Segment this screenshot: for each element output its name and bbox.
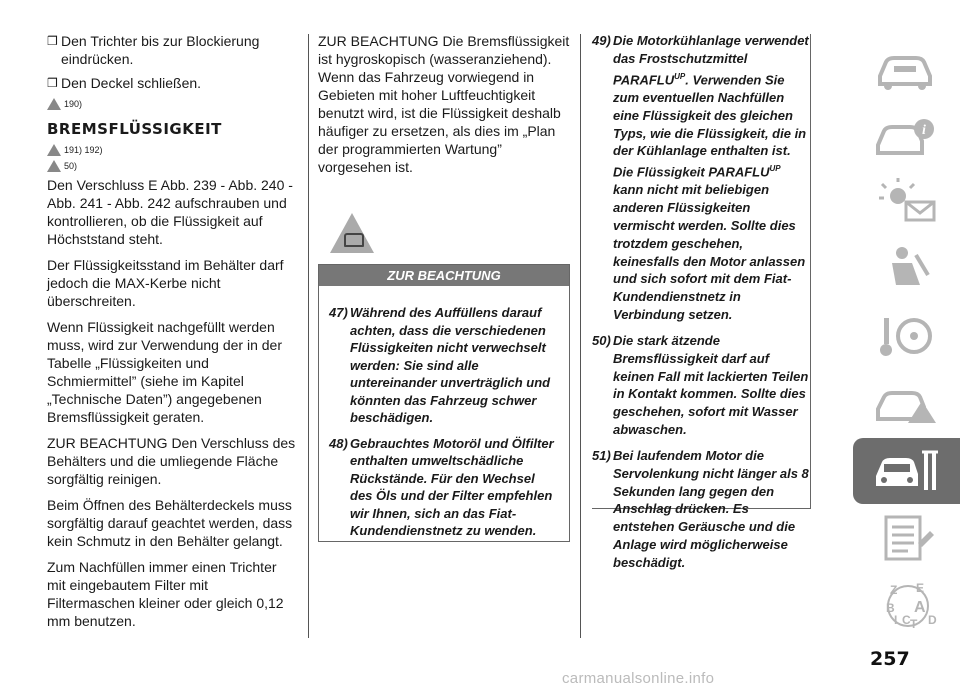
index-letter: E	[915, 581, 924, 595]
warning-reference: 190)	[47, 98, 297, 110]
paragraph: Wenn Flüssigkeit nachgefüllt werden muss, wird zur Verwendung der in der Tabelle „Flüssigkeiten und Schmiermittel” (siehe im Kapitel „Technische Daten”) angegebenen Bremsflüssigkeit geraten.	[47, 319, 282, 425]
checkbox-bullet-icon: ❒	[47, 76, 58, 90]
car-dashboard-icon	[872, 44, 942, 94]
caution-item: 48) Gebrauchtes Motoröl und Ölfilter enthalten umweltschädliche Rückstände. Für den Wechsel des Öls und der Filter empfehlen wir Ihnen, sich an das Fiat-Kundendienstnetz zu wenden.	[329, 435, 554, 538]
index-letter: Z	[889, 583, 897, 597]
section-heading: BREMSFLÜSSIGKEIT	[47, 120, 222, 138]
bullet-item: ❒ Den Trichter bis zur Blockierung eindrücken.	[47, 33, 260, 67]
caution-item: 49) Die Motorkühlanlage verwendet das Frostschutzmittel $PARAFLU^{UP}$. Verwenden Sie zum eventuellen Nachfüllen eine Flüssigkeit des gleichen Typs, wie die Flüssigkeit, die in der Kühlanlage enthalten ist. Die Flüssigkeit $PARAFLU^{UP}$ kann nicht mit beliebigen anderen Flüssigkeiten vermischt werden. Sollte dies trotzdem geschehen, keinesfalls den Motor anlassen und sich sofort mit dem Fiat-Kundendienstnetz in Verbindung setzen.	[592, 33, 809, 322]
tab-emergency[interactable]	[853, 371, 960, 437]
index-letter: I	[893, 613, 897, 627]
index-letter: B	[885, 601, 895, 615]
paragraph: Den Verschluss E Abb. 239 - Abb. 240 - Abb. 241 - Abb. 242 aufschrauben und kontrollieren, ob die Flüssigkeit auf Höchststand steht.	[47, 177, 293, 247]
left-column	[47, 32, 297, 638]
middle-column	[318, 32, 570, 176]
tab-info[interactable]	[853, 103, 960, 169]
lights-mail-icon	[872, 178, 942, 228]
tab-starting-driving[interactable]	[853, 304, 960, 370]
index-letter: C	[901, 613, 911, 627]
index-letter: A	[913, 599, 926, 616]
warning-triangle-icon	[47, 98, 61, 110]
caution-box	[318, 264, 570, 542]
car-tools-icon	[872, 446, 942, 496]
caution-triangle-icon	[47, 160, 61, 172]
index-letter: D	[927, 613, 937, 627]
bullet-item: ❒ Den Deckel schließen.	[47, 75, 202, 91]
chapter-sidebar	[853, 36, 960, 639]
column-divider	[580, 34, 581, 638]
paragraph: Der Flüssigkeitsstand im Behälter darf jedoch die MAX-Kerbe nicht überschreiten.	[47, 257, 284, 309]
index-letter: T	[909, 617, 917, 630]
caution-item: 50) Die stark ätzende Bremsflüssigkeit darf auf keinen Fall mit lackierten Teilen in Kontakt kommen. Sollte dies geschehen, sofort mit Wasser abwaschen.	[592, 332, 809, 437]
caution-item: 47) Während des Auffüllens darauf achten, dass die verschiedenen Flüssigkeiten nicht verwechselt werden: Sie sind alle untereinander unverträglich und könnten das Fahrzeug schwer beschädigen.	[329, 305, 551, 425]
caution-reference: 50)	[47, 160, 297, 172]
steering-key-icon	[872, 312, 942, 362]
paragraph: ZUR BEACHTUNG Die Bremsflüssigkeit ist hygroskopisch (wasseranziehend). Wenn das Fahrzeug vorwiegend in Gebieten mit hoher Luftfeuchtigkeit benutzt wird, ist die Flüssigkeit deshalb häufiger zu ersetzen, als dies im „Plan der programmierten Wartung” vorgesehen ist.	[318, 33, 570, 175]
tab-maintenance[interactable]	[853, 438, 960, 504]
car-warning-road-icon	[872, 379, 942, 429]
airbag-safety-icon	[872, 245, 942, 295]
alphabet-index-icon	[872, 580, 942, 630]
right-column	[592, 32, 812, 580]
caution-box-title: ZUR BEACHTUNG	[319, 265, 569, 286]
watermark: carmanualsonline.info	[562, 670, 715, 687]
car-info-icon	[872, 111, 942, 161]
tab-lights-messages[interactable]	[853, 170, 960, 236]
tab-technical-data[interactable]	[853, 505, 960, 571]
paragraph: ZUR BEACHTUNG Den Verschluss des Behälters und die umliegende Fläche sorgfältig reinigen.	[47, 435, 296, 487]
checkbox-bullet-icon: ❒	[47, 34, 58, 48]
warning-reference: 191) 192)	[47, 144, 297, 156]
tab-dashboard[interactable]	[853, 36, 960, 102]
warning-triangle-icon	[47, 144, 61, 156]
spec-list-icon	[872, 513, 942, 563]
paragraph: Beim Öffnen des Behälterdeckels muss sorgfältig darauf geachtet werden, dass kein Schmutz in den Behälter gelangt.	[47, 497, 293, 549]
paragraph: Zum Nachfüllen immer einen Trichter mit eingebautem Filter mit Filtermaschen kleiner oder gleich 0,12 mm benutzen.	[47, 559, 284, 629]
page-number: 257	[870, 648, 910, 670]
svg-text:i: i	[921, 123, 926, 138]
tab-safety[interactable]	[853, 237, 960, 303]
tab-index[interactable]	[853, 572, 960, 638]
car-symbol-icon	[344, 233, 364, 247]
caution-item: 51) Bei laufendem Motor die Servolenkung nicht länger als 8 Sekunden lang gegen den Anschlag drücken. Es entstehen Geräusche und die Anlage wird möglicherweise beschädigt.	[592, 447, 809, 570]
column-divider	[308, 34, 309, 638]
